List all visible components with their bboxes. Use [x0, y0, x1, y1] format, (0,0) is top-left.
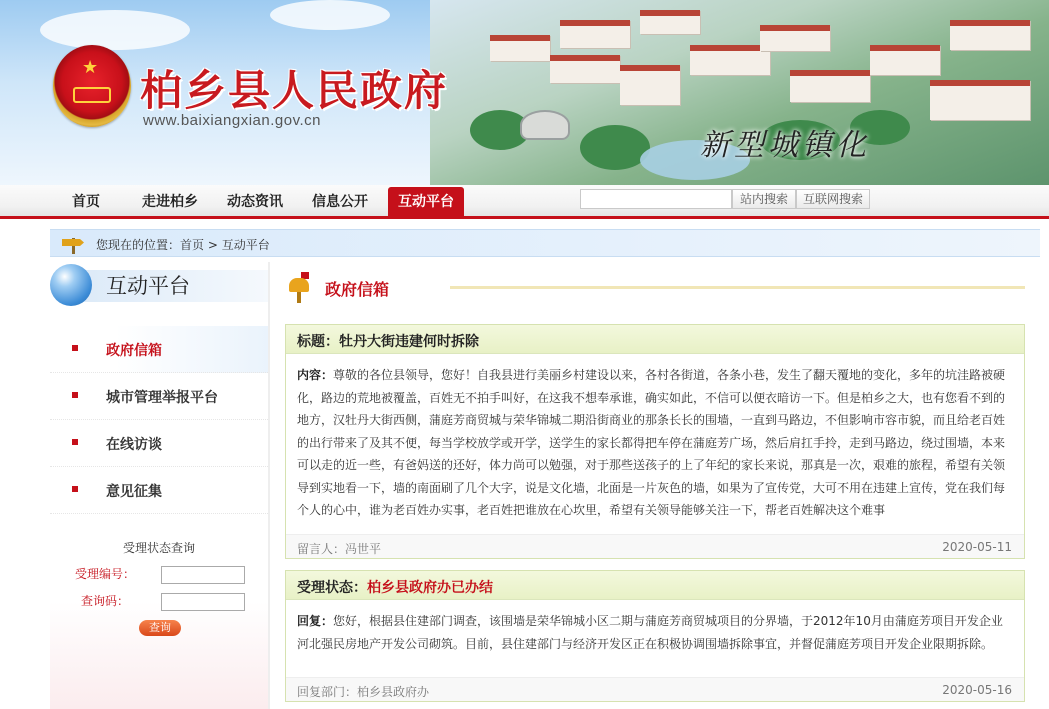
sidebar-item-mailbox[interactable]	[50, 326, 268, 373]
query-title: 受理状态查询	[123, 541, 196, 555]
letter-footer	[286, 534, 1024, 558]
letter-content	[286, 354, 1024, 522]
reply-status	[286, 571, 1024, 600]
building	[690, 45, 770, 75]
header-banner	[0, 0, 1049, 185]
sidebar-item-label: 在线访谈	[106, 437, 162, 453]
author-name: 冯世平	[345, 542, 382, 556]
letter-content-text: 尊敬的各位县领导，您好！自我县进行美丽乡村建设以来，各村各街道，各条小巷，发生了翻天覆地的变化，多年的坑洼路被硬化，路边的荒地被覆盖，百姓无不拍手叫好，在这我不想奉承谁，确实如此，不信可以便衣暗访一下。但是柏乡之大，也有您看不到的地方，汉牡丹大街西侧，蒲庭芳商贸城与荣华锦城二期沿街商业的那条长长的围墙，一直到马路边，不但影响市容市貌，而且给老百姓的出行带来了及其不便，每当学校放学或开学，送学生的家长都得把车停在蒲庭芳广场，然后肩扛手拎，走到马路边，绕过围墙，本来可以走的近一些，有爸妈送的还好，体力尚可以勉强，对于那些送孩子的上了年纪的家长来说，那真是一次，艰难的旅程，希望有关领导到实地看一下，墙的南面刷了几个大字，说是文化墙，北面是一片灰色的墙，如果为了宣传党，大可不用在违建上宣传，党在我们每个人的心中，谁为老百姓办实事，老百姓把谁放在心坎里，希望有关领导能够关注一下，帮老百姓解决这个难事	[297, 368, 1006, 517]
sphere-icon	[50, 264, 92, 306]
bullet-icon	[72, 486, 78, 492]
building	[870, 45, 940, 75]
banner-slogan: 新型城镇化	[700, 128, 870, 163]
sidebar-item-interview[interactable]	[50, 420, 268, 467]
nav-item-disclosure[interactable]: 信息公开	[312, 194, 368, 210]
bullet-icon	[72, 392, 78, 398]
site-title: 柏乡县人民政府	[140, 66, 449, 115]
pavilion	[520, 110, 570, 140]
nav-item-news[interactable]: 动态资讯	[227, 194, 283, 210]
reply-content-text: 您好，根据县住建部门调查，该围墙是荣华锦城小区二期与蒲庭芳商贸城项目的分界墙，于2012年10月由蒲庭芳项目开发企业河北强民房地产开发公司砌筑。目前，县住建部门与经济开发区正在积极协调围墙拆除事宜，并督促蒲庭芳项目开发企业限期拆除。	[297, 614, 1003, 651]
reply-status-text: 柏乡县政府办已办结	[367, 580, 493, 596]
reply-content	[286, 600, 1024, 655]
breadcrumb-home-link[interactable]: 首页	[180, 238, 205, 252]
breadcrumb-current[interactable]: 互动平台	[221, 238, 270, 252]
section-divider	[450, 286, 1025, 289]
mailbox-icon	[287, 272, 313, 302]
web-search-button[interactable]: 互联网搜索	[796, 189, 870, 209]
reply-content-label: 回复：	[297, 614, 334, 628]
section-header	[285, 268, 1025, 308]
national-emblem-icon	[53, 45, 131, 127]
nav-item-home[interactable]: 首页	[72, 194, 100, 210]
building	[560, 20, 630, 48]
reply-footer	[286, 677, 1024, 701]
signpost-icon	[62, 236, 84, 254]
cloud	[40, 10, 190, 50]
reply-status-label: 受理状态：	[297, 580, 367, 596]
sidebar-title: 互动平台	[106, 274, 190, 298]
reply-dept-label: 回复部门：	[297, 685, 358, 699]
building	[550, 55, 620, 83]
building	[490, 35, 550, 61]
building	[620, 65, 680, 105]
query-id-label: 受理编号：	[75, 567, 136, 581]
building	[790, 70, 870, 102]
sidebar-menu	[50, 326, 268, 514]
letter-title-label: 标题：	[297, 334, 339, 350]
building	[640, 10, 700, 34]
query-code-label: 查询码：	[81, 594, 130, 608]
site-search-button[interactable]: 站内搜索	[732, 189, 796, 209]
sidebar-item-label: 政府信箱	[106, 343, 162, 359]
sidebar-item-opinion[interactable]	[50, 467, 268, 514]
query-button[interactable]: 查询	[139, 620, 181, 636]
building	[950, 20, 1030, 50]
bullet-icon	[72, 345, 78, 351]
breadcrumb-separator: >	[204, 238, 222, 252]
sidebar-item-city-report[interactable]	[50, 373, 268, 420]
status-query-panel	[50, 530, 268, 709]
tree	[580, 125, 650, 170]
sidebar-item-label: 城市管理举报平台	[106, 390, 218, 406]
author-label: 留言人：	[297, 542, 346, 556]
letter-title-text: 牡丹大街违建何时拆除	[339, 334, 479, 350]
letter-card	[285, 324, 1025, 559]
cloud	[270, 0, 390, 30]
site-url: www.baixiangxian.gov.cn	[143, 112, 321, 129]
building	[760, 25, 830, 51]
query-id-input[interactable]	[161, 566, 245, 584]
nav-item-interaction[interactable]: 互动平台	[388, 187, 464, 216]
breadcrumb	[50, 229, 1040, 257]
reply-date: 2020-05-16	[942, 683, 1012, 697]
letter-content-label: 内容：	[297, 368, 334, 382]
search-input[interactable]	[580, 189, 732, 209]
section-title: 政府信箱	[325, 280, 390, 299]
nav-item-about[interactable]: 走进柏乡	[142, 194, 198, 210]
letter-title	[286, 325, 1024, 354]
breadcrumb-prefix: 您现在的位置：	[96, 238, 181, 252]
star-icon: ★	[82, 57, 99, 78]
gate-icon	[73, 87, 111, 103]
sidebar	[50, 262, 268, 709]
building	[930, 80, 1030, 120]
reply-dept: 柏乡县政府办	[357, 685, 430, 699]
query-code-input[interactable]	[161, 593, 245, 611]
bullet-icon	[72, 439, 78, 445]
column-divider	[268, 262, 270, 709]
letter-date: 2020-05-11	[942, 540, 1012, 554]
main-nav	[0, 185, 1049, 219]
breadcrumb-text	[96, 236, 270, 253]
reply-card	[285, 570, 1025, 702]
sidebar-item-label: 意见征集	[106, 484, 162, 500]
